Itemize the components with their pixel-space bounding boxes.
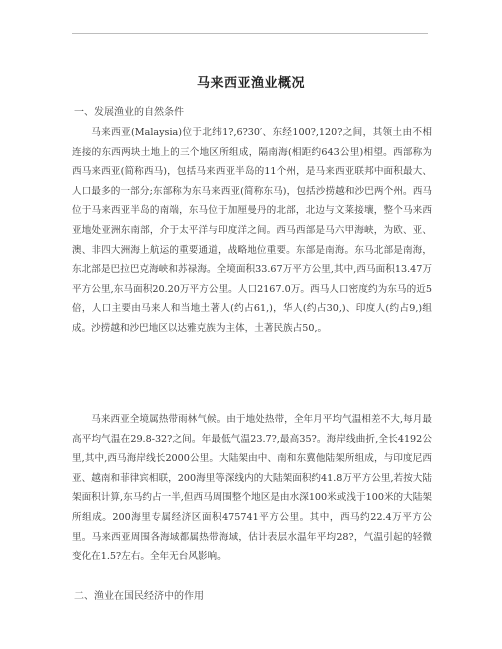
header-rule — [72, 33, 428, 34]
paragraph-climate: 马来西亚全境属热带雨林气候。由于地处热带，全年月平均气温相差不大,每月最高平均气温在29.8-32?之间。年最低气温23.7?,最高35?。海岸线曲折,全长4192公里,其中,西马海岸线长2000公里。大陆架由中、南和东冀他陆架所组成，与印度尼西亚、越南和菲律宾相联，200海里等深线内的大陆架面积约41.8万平方公里,若按大陆架面积计算,东马约占一半,但西马周围整个地区是由水深100米或浅于100米的大陆架所组成。200海里专属经济区面积475741平方公里。其中，西马约22.4万平方公里。马来西亚周围各海域都属热带海域，估计表层水温年平均28?，气温引起的轻微变化在1.5?左右。全年无台风影响。 — [72, 414, 432, 563]
section-heading-natural-conditions: 一、发展渔业的自然条件 — [74, 107, 184, 118]
document-title: 马来西亚渔业概况 — [196, 76, 305, 91]
section-heading-economic-role: 二、渔业在国民经济中的作用 — [74, 591, 204, 602]
paragraph-geography: 马来西亚(Malaysia)位于北纬1?,6?30′、东经100?,120?之间，其领土由不相连接的东西两块土地上的三个地区所组成，隔南海(相距约643公里)相望。西部称为西马来西亚(简称西马)，包括马来西亚半岛的11个州，是马来西亚联邦中面积最大、人口最多的一部分;东部称为东马来西亚(简称东马)，包括沙捞越和沙巴两个州。西马位于马来西亚半岛的南端，东马位于加厘曼丹的北部，北边与文莱接壤，整个马来西亚地处亚洲东南部，介于太平洋与印度洋之间。西马西部是马六甲海峡，为欧、亚、澳、非四大洲海上航运的重要通道，战略地位重要。东部是南海。东马北部是南海，东北部是巴拉巴克海峡和苏禄海。全境面积33.67万平方公里,其中,西马面积13.47万平方公里,东马面积20.20万平方公里。人口2167.0万。西马人口密度约为东马的近5倍，人口主要由马来人和当地土著人(约占61,)，华人(约占30,)、印度人(约占9,)组成。沙捞越和沙巴地区以达雅克族为主体，土著民族占50,。 — [72, 127, 432, 334]
